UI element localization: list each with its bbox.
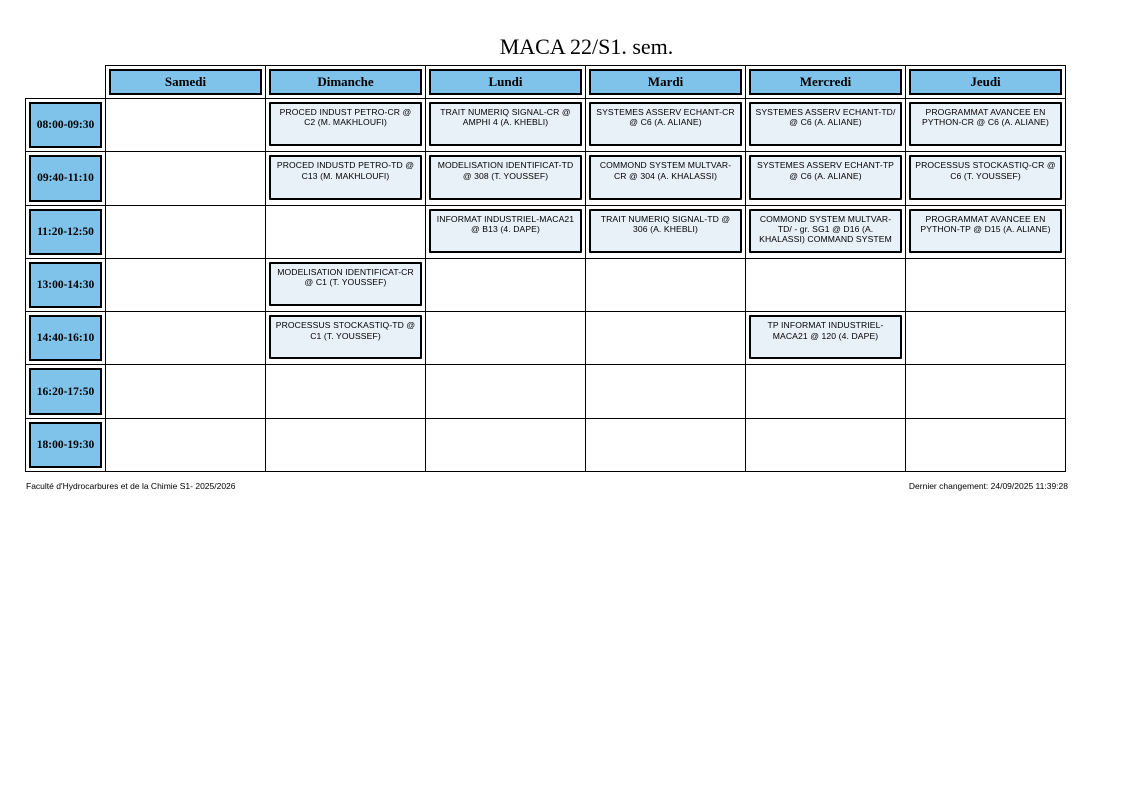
page-title: MACA 22/S1. sem. bbox=[499, 34, 674, 59]
course-block[interactable]: PROCESSUS STOCKASTIQ-CR @ C6 (T. YOUSSEF) bbox=[909, 155, 1062, 199]
slot-cell bbox=[905, 418, 1066, 472]
time-label: 09:40-11:10 bbox=[29, 155, 102, 201]
slot-cell bbox=[905, 205, 1066, 259]
time-slot-1 bbox=[25, 151, 106, 205]
slot-cell bbox=[425, 151, 586, 205]
slot-cell bbox=[745, 418, 906, 472]
slot-cell bbox=[425, 311, 586, 365]
slot-cell bbox=[105, 418, 266, 472]
slot-cell bbox=[745, 364, 906, 418]
slot-cell bbox=[105, 205, 266, 259]
course-block[interactable]: PROGRAMMAT AVANCEE EN PYTHON-TP @ D15 (A. ALIANE) bbox=[909, 209, 1062, 253]
course-block[interactable]: PROCESSUS STOCKASTIQ-TD @ C1 (T. YOUSSEF) bbox=[269, 315, 422, 359]
slot-cell bbox=[905, 151, 1066, 205]
slot-cell bbox=[425, 205, 586, 259]
day-label: Jeudi bbox=[909, 69, 1062, 95]
slot-cell bbox=[425, 364, 586, 418]
day-header-samedi bbox=[105, 65, 266, 99]
slot-cell bbox=[905, 98, 1066, 152]
slot-cell bbox=[745, 205, 906, 259]
slot-cell bbox=[105, 98, 266, 152]
day-label: Samedi bbox=[109, 69, 262, 95]
course-block[interactable]: COMMOND SYSTEM MULTVAR-CR @ 304 (A. KHALASSI) bbox=[589, 155, 742, 199]
time-slot-0 bbox=[25, 98, 106, 152]
time-label: 13:00-14:30 bbox=[29, 262, 102, 308]
slot-cell bbox=[425, 98, 586, 152]
slot-cell bbox=[585, 258, 746, 312]
course-block[interactable]: INFORMAT INDUSTRIEL-MACA21 @ B13 (4. DAPE) bbox=[429, 209, 582, 253]
day-label: Lundi bbox=[429, 69, 582, 95]
time-label: 18:00-19:30 bbox=[29, 422, 102, 468]
course-block[interactable]: SYSTEMES ASSERV ECHANT-CR @ C6 (A. ALIANE) bbox=[589, 102, 742, 146]
slot-cell bbox=[585, 311, 746, 365]
slot-cell bbox=[265, 98, 426, 152]
time-slot-6 bbox=[25, 418, 106, 472]
time-slot-5 bbox=[25, 364, 106, 418]
course-block[interactable]: COMMOND SYSTEM MULTVAR-TD/ - gr. SG1 @ D16 (A. KHALASSI) COMMAND SYSTEM bbox=[749, 209, 902, 253]
course-block[interactable]: MODELISATION IDENTIFICAT-TD @ 308 (T. YOUSSEF) bbox=[429, 155, 582, 199]
slot-cell bbox=[265, 311, 426, 365]
course-block[interactable]: PROGRAMMAT AVANCEE EN PYTHON-CR @ C6 (A. ALIANE) bbox=[909, 102, 1062, 146]
slot-cell bbox=[585, 151, 746, 205]
day-header-dimanche bbox=[265, 65, 426, 99]
time-label: 16:20-17:50 bbox=[29, 368, 102, 414]
day-header-mardi bbox=[585, 65, 746, 99]
footer-last-changed-text: Dernier changement: 24/09/2025 11:39:28 bbox=[908, 481, 1068, 491]
slot-cell bbox=[585, 205, 746, 259]
slot-cell bbox=[105, 311, 266, 365]
course-block[interactable]: TP INFORMAT INDUSTRIEL-MACA21 @ 120 (4. DAPE) bbox=[749, 315, 902, 359]
slot-cell bbox=[105, 364, 266, 418]
slot-cell bbox=[585, 98, 746, 152]
slot-cell bbox=[585, 418, 746, 472]
slot-cell bbox=[905, 364, 1066, 418]
day-label: Mercredi bbox=[749, 69, 902, 95]
slot-cell bbox=[425, 258, 586, 312]
course-block[interactable]: TRAIT NUMERIQ SIGNAL-CR @ AMPHI 4 (A. KHEBLI) bbox=[429, 102, 582, 146]
course-block[interactable]: PROCED INDUST PETRO-CR @ C2 (M. MAKHLOUFI) bbox=[269, 102, 422, 146]
slot-cell bbox=[585, 364, 746, 418]
slot-cell bbox=[425, 418, 586, 472]
slot-cell bbox=[265, 418, 426, 472]
day-label: Mardi bbox=[589, 69, 742, 95]
slot-cell bbox=[905, 311, 1066, 365]
course-block[interactable]: SYSTEMES ASSERV ECHANT-TP @ C6 (A. ALIANE) bbox=[749, 155, 902, 199]
slot-cell bbox=[105, 151, 266, 205]
day-header-jeudi bbox=[905, 65, 1066, 99]
time-slot-3 bbox=[25, 258, 106, 312]
slot-cell bbox=[905, 258, 1066, 312]
slot-cell bbox=[745, 98, 906, 152]
slot-cell bbox=[265, 364, 426, 418]
course-block[interactable]: TRAIT NUMERIQ SIGNAL-TD @ 306 (A. KHEBLI) bbox=[589, 209, 742, 253]
course-block[interactable]: PROCED INDUSTD PETRO-TD @ C13 (M. MAKHLOUFI) bbox=[269, 155, 422, 199]
slot-cell bbox=[745, 311, 906, 365]
day-header-lundi bbox=[425, 65, 586, 99]
slot-cell bbox=[265, 258, 426, 312]
slot-cell bbox=[265, 151, 426, 205]
slot-cell bbox=[105, 258, 266, 312]
time-slot-2 bbox=[25, 205, 106, 259]
day-label: Dimanche bbox=[269, 69, 422, 95]
slot-cell bbox=[745, 258, 906, 312]
day-header-mercredi bbox=[745, 65, 906, 99]
time-label: 08:00-09:30 bbox=[29, 102, 102, 148]
footer-faculty-text: Faculté d'Hydrocarbures et de la Chimie S1- 2025/2026 bbox=[26, 481, 236, 491]
course-block[interactable]: SYSTEMES ASSERV ECHANT-TD/ @ C6 (A. ALIANE) bbox=[749, 102, 902, 146]
time-slot-4 bbox=[25, 311, 106, 365]
timetable-grid bbox=[26, 66, 1066, 472]
course-block[interactable]: MODELISATION IDENTIFICAT-CR @ C1 (T. YOUSSEF) bbox=[269, 262, 422, 306]
time-label: 11:20-12:50 bbox=[29, 209, 102, 255]
corner-cell bbox=[25, 65, 106, 99]
slot-cell bbox=[265, 205, 426, 259]
slot-cell bbox=[745, 151, 906, 205]
time-label: 14:40-16:10 bbox=[29, 315, 102, 361]
